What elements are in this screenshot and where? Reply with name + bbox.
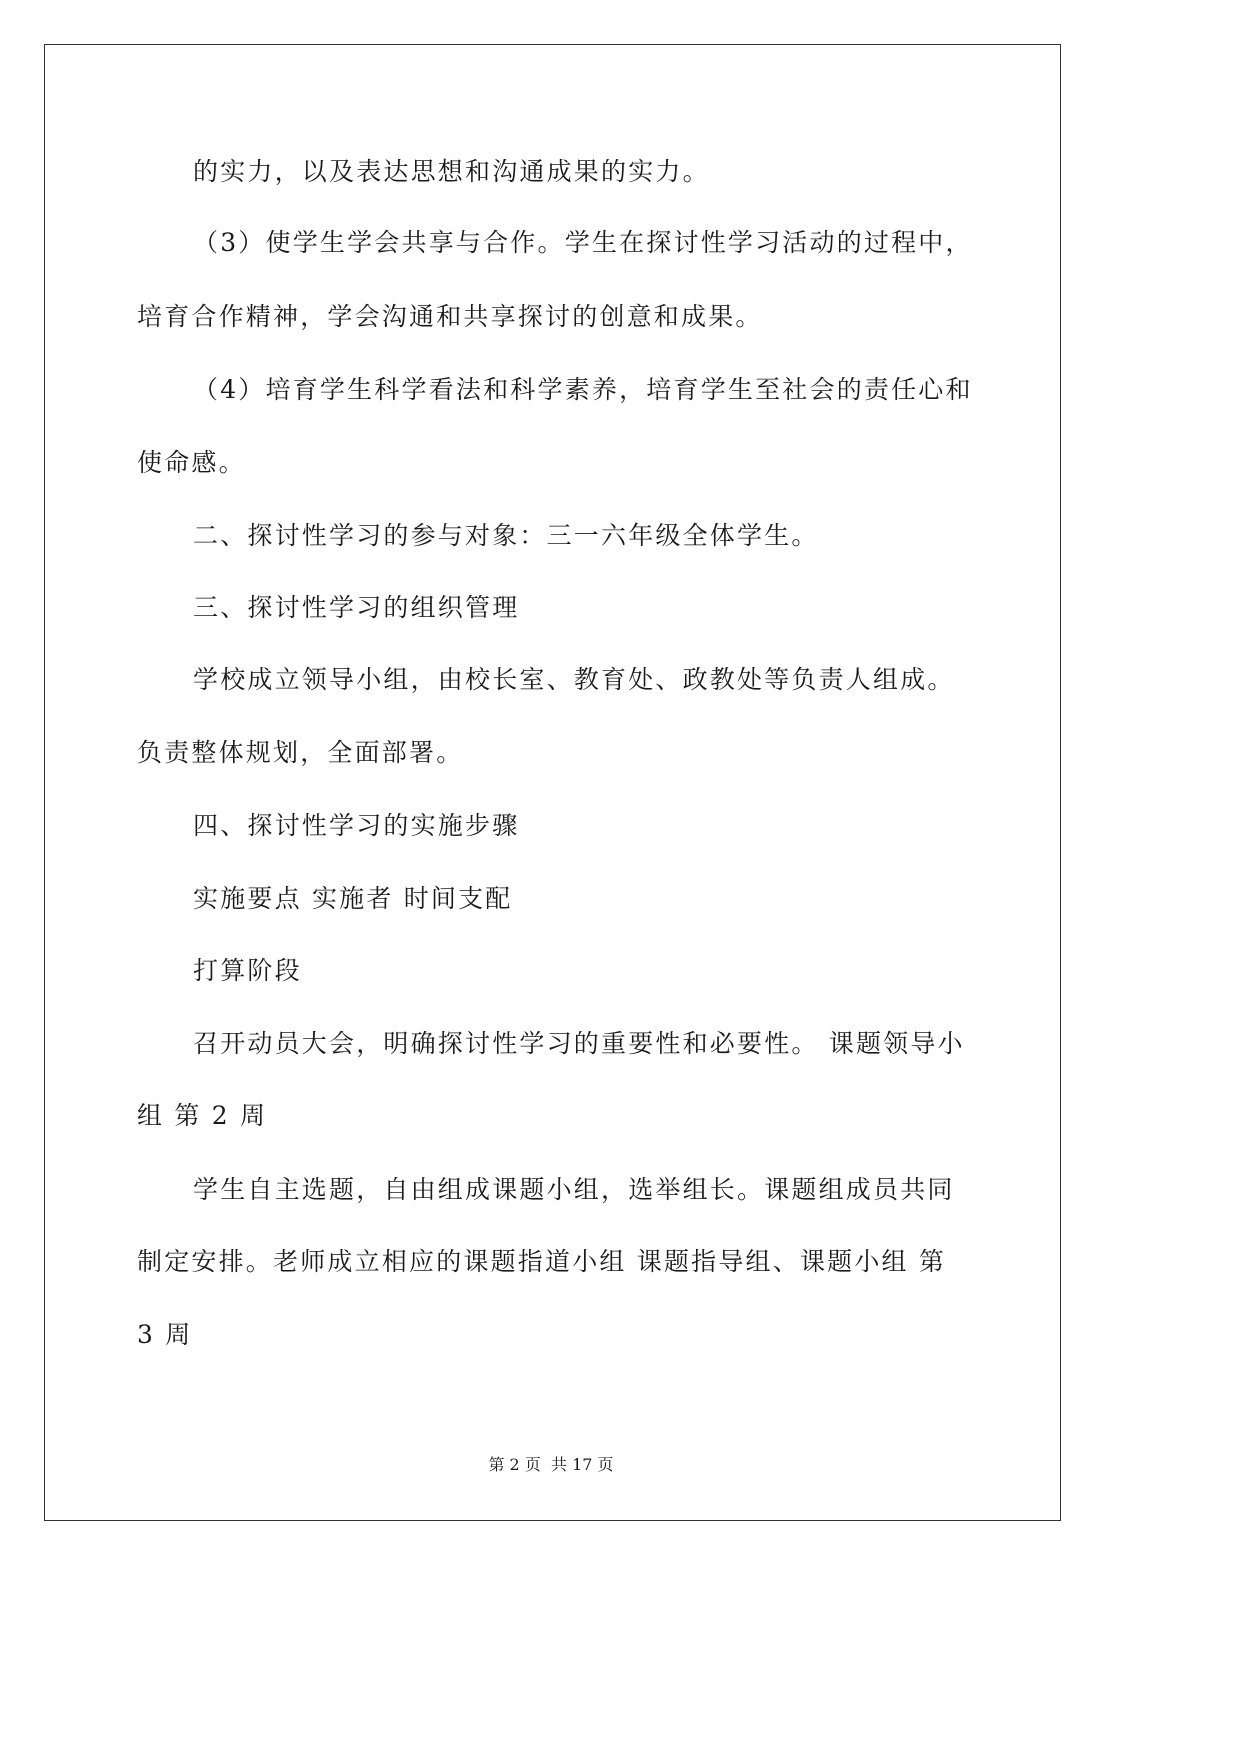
text-line: 使命感。 (137, 448, 246, 477)
text-line: 打算阶段 (193, 956, 302, 985)
text-line: 学校成立领导小组，由校长室、教育处、政教处等负责人组成。 (193, 665, 955, 694)
text-line: 负责整体规划，全面部署。 (137, 738, 464, 767)
text-line: 四、探讨性学习的实施步骤 (193, 811, 520, 840)
text-line: 实施要点 实施者 时间支配 (193, 884, 513, 913)
text-line: 召开动员大会，明确探讨性学习的重要性和必要性。 课题领导小 (193, 1029, 965, 1058)
text-line: 的实力，以及表达思想和沟通成果的实力。 (193, 157, 710, 186)
text-line: 二、探讨性学习的参与对象：三一六年级全体学生。 (193, 521, 819, 550)
text-line: （4）培育学生科学看法和科学素养，培育学生至社会的责任心和 (193, 375, 973, 404)
page-border (44, 44, 1061, 1521)
text-line: 制定安排。老师成立相应的课题指道小组 课题指导组、课题小组 第 (137, 1247, 947, 1276)
text-line: 学生自主选题，自由组成课题小组，选举组长。课题组成员共同 (193, 1175, 955, 1204)
text-line: （3）使学生学会共享与合作。学生在探讨性学习活动的过程中， (193, 228, 973, 257)
text-line: 组 第 2 周 (137, 1101, 268, 1130)
text-line: 3 周 (137, 1320, 193, 1349)
text-line: 三、探讨性学习的组织管理 (193, 593, 520, 622)
page-number-footer: 第 2 页 共 17 页 (488, 1455, 614, 1474)
text-line: 培育合作精神，学会沟通和共享探讨的创意和成果。 (137, 302, 763, 331)
